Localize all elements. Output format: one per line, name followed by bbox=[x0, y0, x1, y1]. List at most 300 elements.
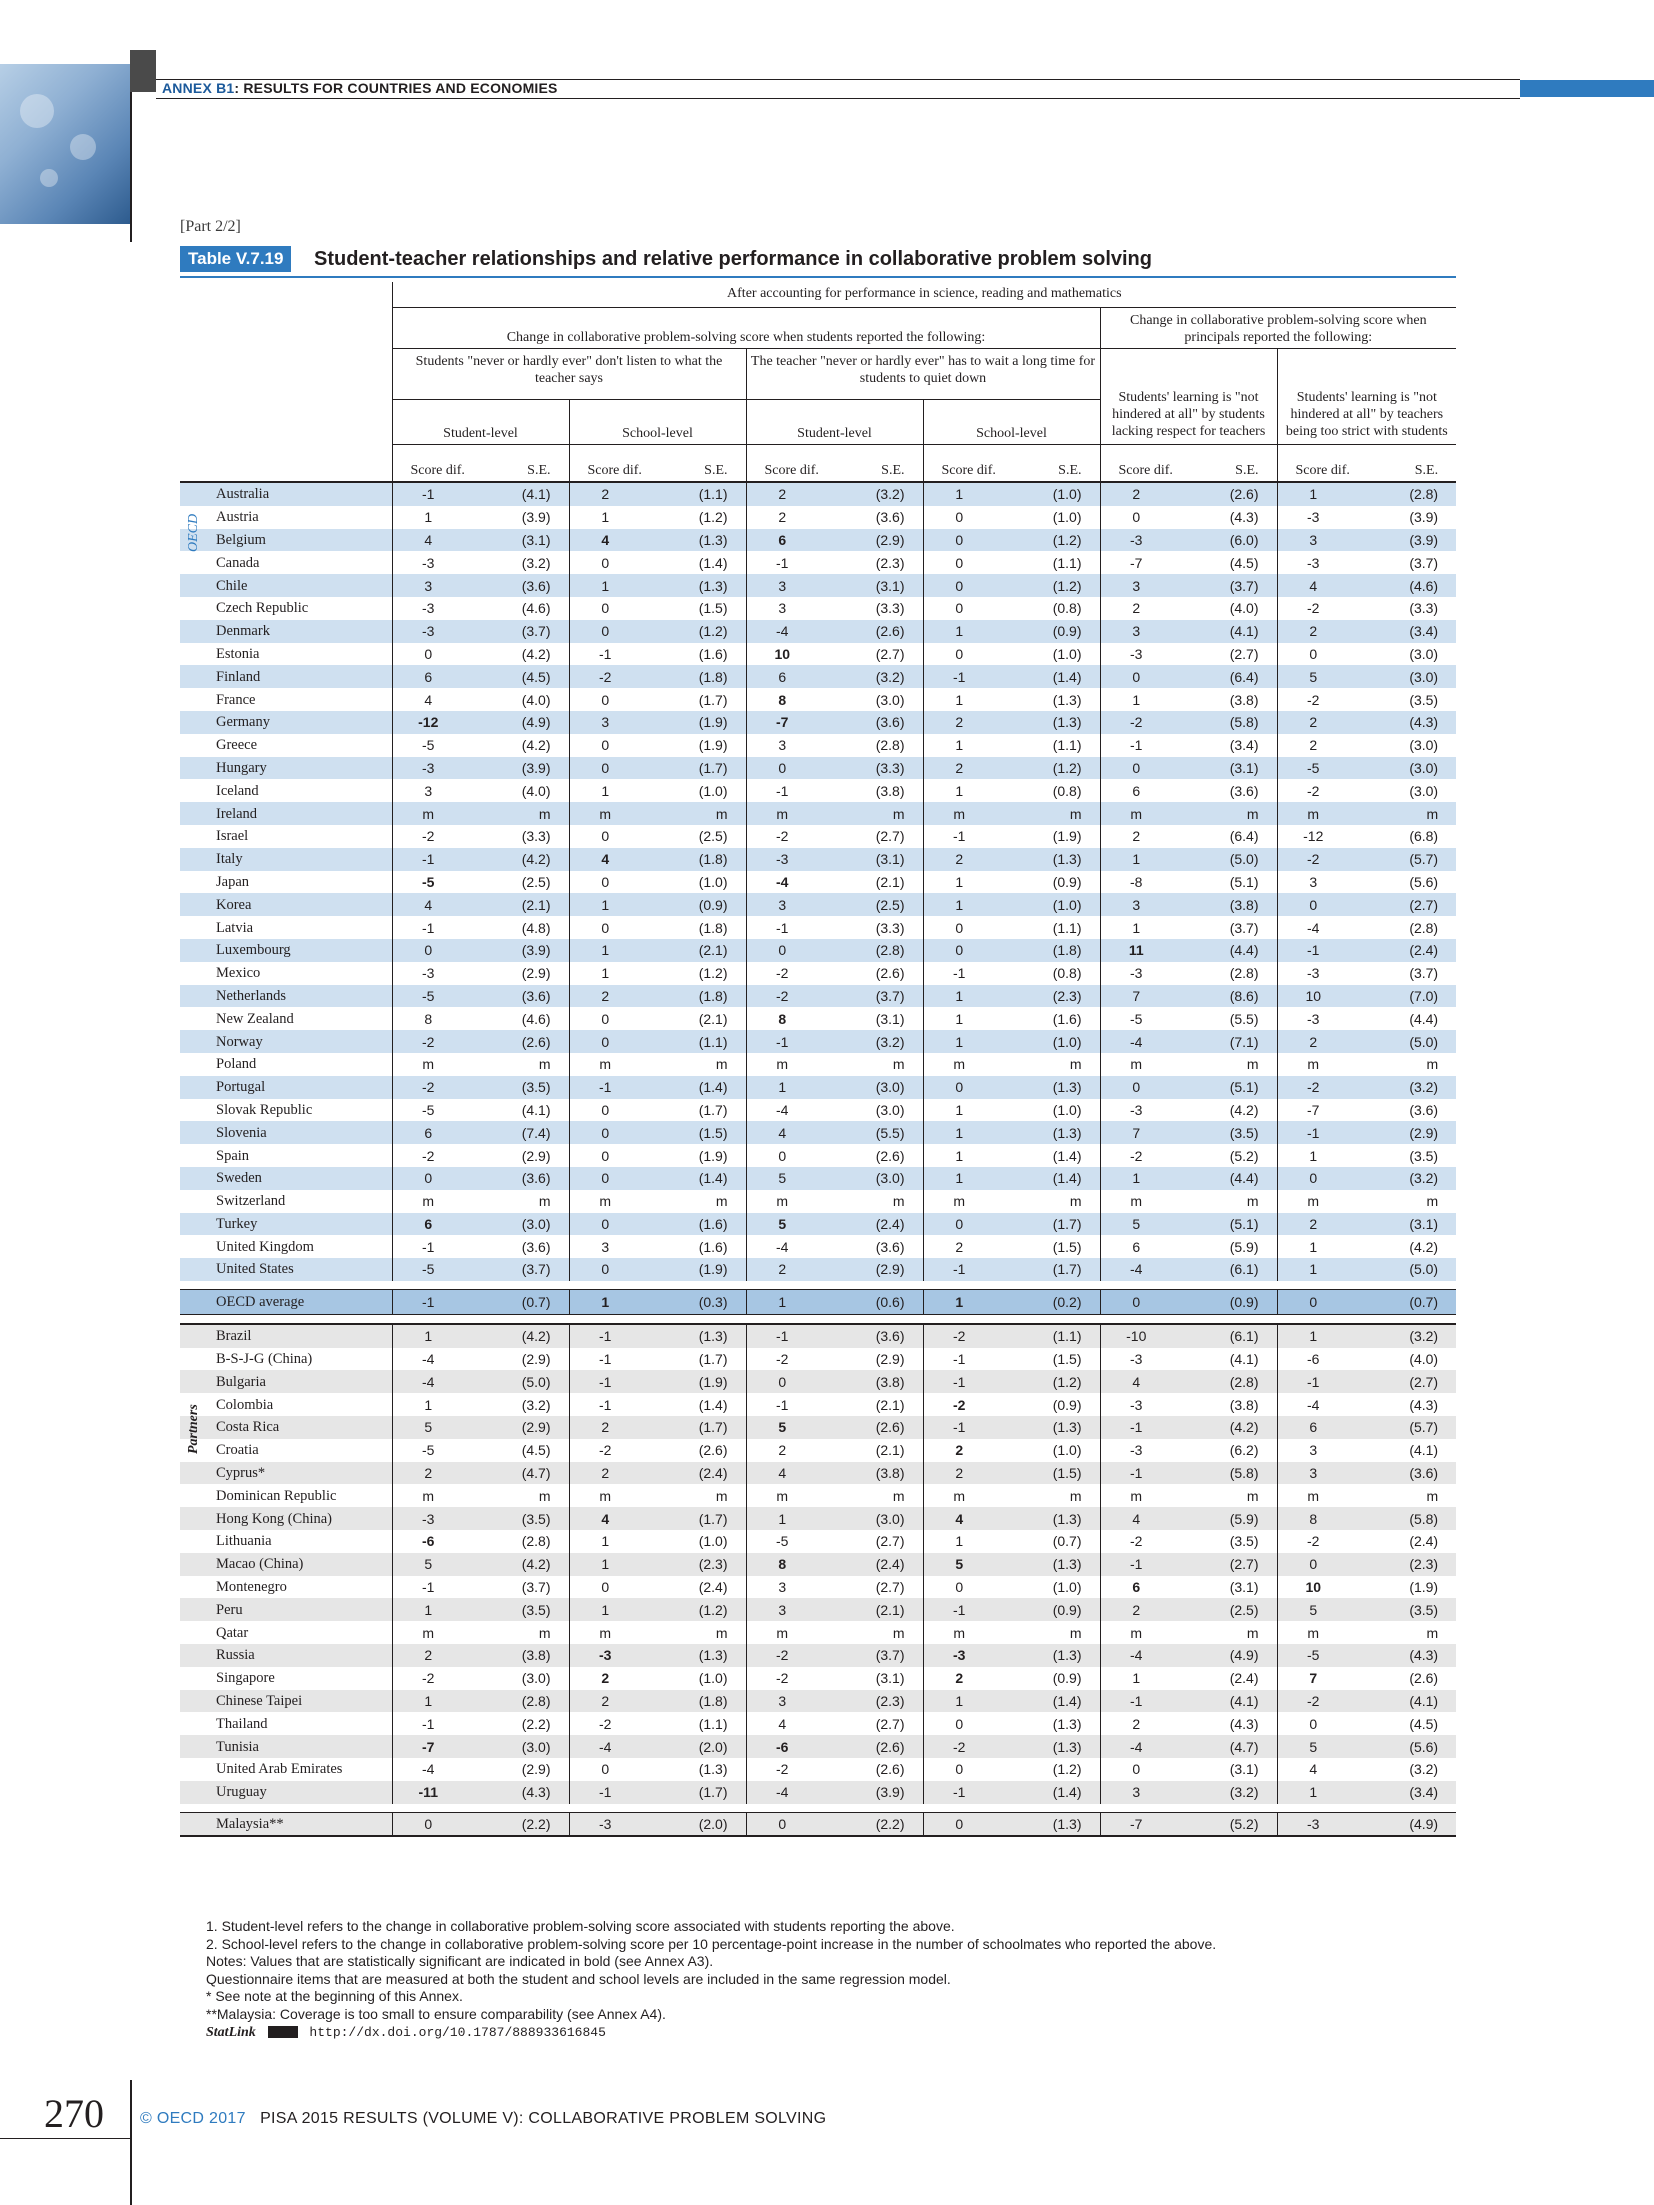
se-cell: (5.2) bbox=[1229, 1147, 1259, 1164]
score-dif-cell: -2 bbox=[1277, 1076, 1365, 1099]
header-student-level-2: Student-level bbox=[746, 400, 923, 445]
score-dif-cell: m bbox=[1277, 802, 1365, 825]
se-cell: (4.0) bbox=[521, 782, 551, 799]
se-cell: (2.3) bbox=[657, 1553, 746, 1576]
se-cell: (5.2) bbox=[1188, 1812, 1277, 1836]
se-cell: (4.4) bbox=[1409, 1010, 1439, 1027]
se-cell: (2.7) bbox=[1229, 645, 1259, 662]
se-cell: (1.3) bbox=[1011, 1553, 1100, 1576]
table-row bbox=[180, 1144, 1456, 1167]
se-cell: (5.5) bbox=[1229, 1010, 1259, 1027]
se-cell: (1.1) bbox=[1052, 919, 1082, 936]
se-cell: (2.9) bbox=[521, 1761, 551, 1778]
score-dif-cell: 1 bbox=[569, 506, 657, 529]
table-row bbox=[180, 1213, 1456, 1236]
country-name: Croatia bbox=[216, 1442, 259, 1459]
score-dif-cell: m bbox=[923, 1621, 1011, 1644]
score-dif-cell: 0 bbox=[569, 620, 657, 643]
score-dif-cell: m bbox=[1100, 1484, 1188, 1507]
score-dif-cell: 2 bbox=[923, 848, 1011, 871]
score-dif-cell: 2 bbox=[1100, 482, 1188, 506]
score-dif-cell: 2 bbox=[569, 1667, 657, 1690]
score-dif-cell: 1 bbox=[1277, 1235, 1365, 1258]
country-name: Macao (China) bbox=[180, 1553, 392, 1576]
group-label-partners: Partners bbox=[186, 1404, 201, 1454]
score-dif-cell: -12 bbox=[1277, 825, 1365, 848]
se-cell: (3.9) bbox=[834, 1781, 923, 1804]
se-cell: (3.8) bbox=[1229, 1396, 1259, 1413]
se-cell: (1.2) bbox=[1011, 574, 1100, 597]
se-cell: (2.4) bbox=[657, 1462, 746, 1485]
se-cell: (5.1) bbox=[1188, 1213, 1277, 1236]
se-cell: (1.7) bbox=[657, 757, 746, 780]
se-cell: (1.2) bbox=[1011, 1370, 1100, 1393]
score-dif-cell: -2 bbox=[569, 665, 657, 688]
score-dif-cell: -3 bbox=[1277, 962, 1365, 985]
se-cell: (4.1) bbox=[1188, 620, 1277, 643]
table-row bbox=[180, 1758, 1456, 1781]
score-dif-cell: 0 bbox=[1277, 643, 1365, 666]
score-dif-cell: 2 bbox=[923, 1439, 1011, 1462]
score-dif-cell: 1 bbox=[923, 779, 1011, 802]
se-cell: (1.0) bbox=[1011, 482, 1100, 506]
country-name: B-S-J-G (China) bbox=[216, 1351, 313, 1368]
se-cell: (3.0) bbox=[1409, 782, 1439, 799]
se-cell: (3.5) bbox=[1365, 1598, 1456, 1621]
score-dif-cell: -7 bbox=[1277, 1099, 1365, 1122]
score-dif-cell: -3 bbox=[923, 1644, 1011, 1667]
score-dif-cell: -2 bbox=[569, 1712, 657, 1735]
se-cell: (2.8) bbox=[1365, 482, 1456, 506]
se-cell: (2.7) bbox=[875, 1533, 905, 1550]
score-dif-cell: 1 bbox=[923, 985, 1011, 1008]
score-dif-cell: 0 bbox=[392, 1812, 480, 1836]
se-cell: (3.8) bbox=[875, 782, 905, 799]
table-row bbox=[180, 1644, 1456, 1667]
score-dif-cell: -3 bbox=[746, 848, 834, 871]
se-cell: (3.5) bbox=[480, 1507, 569, 1530]
country-name: Iceland bbox=[216, 782, 259, 799]
score-dif-cell: 5 bbox=[392, 1416, 480, 1439]
se-cell: (1.4) bbox=[698, 554, 728, 571]
se-cell: (3.3) bbox=[875, 600, 905, 617]
se-cell: (1.0) bbox=[1052, 645, 1082, 662]
score-dif-cell: -1 bbox=[923, 825, 1011, 848]
score-dif-cell: 0 bbox=[569, 757, 657, 780]
score-dif-cell: m bbox=[1100, 1053, 1188, 1076]
se-cell: (1.0) bbox=[1052, 1101, 1082, 1118]
header-student-level-1: Student-level bbox=[392, 400, 569, 445]
se-cell: (2.1) bbox=[698, 1010, 728, 1027]
country-name: Slovak Republic bbox=[216, 1101, 313, 1118]
score-dif-cell: -2 bbox=[1277, 597, 1365, 620]
score-dif-cell: 4 bbox=[392, 893, 480, 916]
score-dif-cell: -4 bbox=[746, 1235, 834, 1258]
score-dif-cell: -1 bbox=[923, 962, 1011, 985]
se-cell: (3.2) bbox=[834, 1030, 923, 1053]
se-cell: (3.0) bbox=[1409, 737, 1439, 754]
score-dif-cell: 2 bbox=[569, 1690, 657, 1713]
country-name: Austria bbox=[216, 509, 259, 526]
score-dif-cell: 8 bbox=[746, 1553, 834, 1576]
se-cell: (3.4) bbox=[1365, 620, 1456, 643]
se-cell: (4.9) bbox=[1365, 1812, 1456, 1836]
score-dif-cell: -3 bbox=[392, 1507, 480, 1530]
table-row bbox=[180, 1324, 1456, 1348]
se-cell: (8.6) bbox=[1188, 985, 1277, 1008]
score-dif-cell: -6 bbox=[746, 1735, 834, 1758]
se-cell: (6.1) bbox=[1188, 1258, 1277, 1281]
score-dif-cell: 1 bbox=[923, 1099, 1011, 1122]
score-dif-cell: 4 bbox=[392, 529, 480, 552]
score-dif-cell: 3 bbox=[1100, 1781, 1188, 1804]
score-dif-cell: -1 bbox=[923, 1258, 1011, 1281]
score-dif-cell: 1 bbox=[392, 1690, 480, 1713]
se-cell: (2.9) bbox=[834, 1258, 923, 1281]
se-cell: (2.5) bbox=[1188, 1598, 1277, 1621]
se-cell: (2.9) bbox=[875, 1351, 905, 1368]
score-dif-cell: 5 bbox=[746, 1416, 834, 1439]
score-dif-cell: -1 bbox=[392, 848, 480, 871]
se-cell: (1.8) bbox=[698, 919, 728, 936]
country-name: France bbox=[216, 691, 256, 708]
score-dif-cell: -4 bbox=[1277, 1393, 1365, 1416]
country-name: Poland bbox=[216, 1056, 257, 1073]
se-cell: (3.2) bbox=[1409, 1761, 1439, 1778]
country-name: Turkey bbox=[180, 1213, 392, 1236]
country-name: Russia bbox=[180, 1644, 392, 1667]
header-se: S.E. bbox=[834, 445, 923, 483]
score-dif-cell: -3 bbox=[569, 1644, 657, 1667]
se-cell: (4.1) bbox=[1365, 1690, 1456, 1713]
score-dif-cell: -3 bbox=[1100, 643, 1188, 666]
score-dif-cell: -1 bbox=[1100, 1416, 1188, 1439]
score-dif-cell: -3 bbox=[1277, 1812, 1365, 1836]
score-dif-cell: 1 bbox=[392, 1393, 480, 1416]
header-school-level-1: School-level bbox=[569, 400, 746, 445]
score-dif-cell: m bbox=[1277, 1190, 1365, 1213]
score-dif-cell: m bbox=[746, 1053, 834, 1076]
table-row bbox=[180, 1030, 1456, 1053]
se-cell: (3.9) bbox=[1409, 509, 1439, 526]
score-dif-cell: 4 bbox=[569, 529, 657, 552]
table-row bbox=[180, 1690, 1456, 1713]
score-dif-cell: 4 bbox=[569, 848, 657, 871]
country-name: Singapore bbox=[216, 1670, 275, 1687]
score-dif-cell: 1 bbox=[923, 1121, 1011, 1144]
score-dif-cell: 2 bbox=[1277, 711, 1365, 734]
se-cell: (4.3) bbox=[1409, 1396, 1439, 1413]
table-row bbox=[180, 1121, 1456, 1144]
score-dif-cell: -1 bbox=[923, 1416, 1011, 1439]
se-cell: (5.1) bbox=[1188, 1076, 1277, 1099]
se-cell: (1.2) bbox=[657, 1598, 746, 1621]
se-cell: (2.7) bbox=[875, 1715, 905, 1732]
country-name: Korea bbox=[180, 893, 392, 916]
score-dif-cell: 0 bbox=[923, 506, 1011, 529]
table-row bbox=[180, 871, 1456, 894]
se-cell: (6.0) bbox=[1188, 529, 1277, 552]
score-dif-cell: 6 bbox=[746, 529, 834, 552]
score-dif-cell: 0 bbox=[569, 1007, 657, 1030]
score-dif-cell: -8 bbox=[1100, 871, 1188, 894]
se-cell: (6.4) bbox=[1229, 828, 1259, 845]
se-cell: (1.2) bbox=[1011, 529, 1100, 552]
score-dif-cell: m bbox=[746, 802, 834, 825]
score-dif-cell: 3 bbox=[1277, 1439, 1365, 1462]
score-dif-cell: 6 bbox=[1100, 1576, 1188, 1599]
se-cell: m bbox=[715, 1056, 728, 1073]
score-dif-cell: 1 bbox=[1100, 688, 1188, 711]
table-row bbox=[180, 506, 1456, 529]
score-dif-cell: 2 bbox=[569, 1462, 657, 1485]
se-cell: (2.7) bbox=[875, 828, 905, 845]
se-cell: (4.2) bbox=[480, 848, 569, 871]
score-dif-cell: -1 bbox=[569, 1348, 657, 1371]
header-score-dif: Score dif. bbox=[746, 445, 834, 483]
se-cell: (3.3) bbox=[521, 828, 551, 845]
score-dif-cell: 3 bbox=[1100, 574, 1188, 597]
se-cell: (1.4) bbox=[1011, 1167, 1100, 1190]
country-name: Australia bbox=[180, 482, 392, 506]
score-dif-cell: -2 bbox=[746, 1758, 834, 1781]
score-dif-cell: -2 bbox=[1277, 688, 1365, 711]
country-name: Estonia bbox=[216, 645, 260, 662]
score-dif-cell: 0 bbox=[923, 1213, 1011, 1236]
se-cell: (3.2) bbox=[1365, 1076, 1456, 1099]
score-dif-cell: 0 bbox=[569, 1576, 657, 1599]
header-score-dif: Score dif. bbox=[1100, 445, 1188, 483]
se-cell: (0.7) bbox=[1365, 1289, 1456, 1314]
se-cell: (2.6) bbox=[1409, 1670, 1439, 1687]
se-cell: (4.8) bbox=[521, 919, 551, 936]
score-dif-cell: -1 bbox=[569, 1781, 657, 1804]
se-cell: (1.0) bbox=[698, 1533, 728, 1550]
se-cell: (2.6) bbox=[875, 965, 905, 982]
se-cell: (2.8) bbox=[1229, 965, 1259, 982]
score-dif-cell: 1 bbox=[569, 893, 657, 916]
country-name: Germany bbox=[180, 711, 392, 734]
se-cell: (5.0) bbox=[1188, 848, 1277, 871]
score-dif-cell: 1 bbox=[746, 1076, 834, 1099]
se-cell: (3.5) bbox=[480, 1598, 569, 1621]
se-cell: m bbox=[1426, 1624, 1439, 1641]
header-se: S.E. bbox=[1188, 445, 1277, 483]
table-row bbox=[180, 985, 1456, 1008]
score-dif-cell: 1 bbox=[1277, 482, 1365, 506]
se-cell: (2.6) bbox=[480, 1030, 569, 1053]
se-cell: (1.4) bbox=[1011, 1781, 1100, 1804]
score-dif-cell: -4 bbox=[1100, 1258, 1188, 1281]
score-dif-cell: 4 bbox=[746, 1462, 834, 1485]
se-cell: (3.2) bbox=[1188, 1781, 1277, 1804]
se-cell: (4.5) bbox=[521, 1442, 551, 1459]
score-dif-cell: 1 bbox=[923, 620, 1011, 643]
country-name: Sweden bbox=[180, 1167, 392, 1190]
se-cell: (6.4) bbox=[1188, 665, 1277, 688]
score-dif-cell: m bbox=[746, 1621, 834, 1644]
statlink-url[interactable]: http://dx.doi.org/10.1787/888933616845 bbox=[309, 2024, 606, 2040]
se-cell: (3.7) bbox=[480, 1258, 569, 1281]
se-cell: (2.4) bbox=[1409, 1533, 1439, 1550]
score-dif-cell: 0 bbox=[569, 1167, 657, 1190]
score-dif-cell: 1 bbox=[923, 1144, 1011, 1167]
score-dif-cell: 0 bbox=[746, 1144, 834, 1167]
table-row bbox=[180, 482, 1456, 506]
se-cell: m bbox=[657, 802, 746, 825]
score-dif-cell: -1 bbox=[923, 1781, 1011, 1804]
country-name: Hong Kong (China) bbox=[180, 1507, 392, 1530]
country-name: United Kingdom bbox=[216, 1238, 314, 1255]
score-dif-cell: 0 bbox=[569, 1030, 657, 1053]
annex-label: ANNEX B1: RESULTS FOR COUNTRIES AND ECONOMIES bbox=[162, 80, 558, 96]
score-dif-cell: 5 bbox=[1277, 1735, 1365, 1758]
score-dif-cell: -5 bbox=[392, 1258, 480, 1281]
country-name: Israel bbox=[216, 828, 249, 845]
score-dif-cell: 0 bbox=[923, 1712, 1011, 1735]
score-dif-cell: 1 bbox=[569, 1553, 657, 1576]
se-cell: m bbox=[1069, 1193, 1082, 1210]
score-dif-cell: 0 bbox=[923, 916, 1011, 939]
score-dif-cell: 2 bbox=[1277, 1030, 1365, 1053]
score-dif-cell: 2 bbox=[923, 711, 1011, 734]
se-cell: (3.0) bbox=[1365, 665, 1456, 688]
footer-publication: PISA 2015 RESULTS (VOLUME V): COLLABORATIVE PROBLEM SOLVING bbox=[260, 2110, 827, 2127]
score-dif-cell: -2 bbox=[1100, 711, 1188, 734]
se-cell: (2.7) bbox=[1188, 1553, 1277, 1576]
se-cell: m bbox=[538, 1487, 551, 1504]
score-dif-cell: 8 bbox=[746, 688, 834, 711]
score-dif-cell: -1 bbox=[1100, 1690, 1188, 1713]
se-cell: (2.4) bbox=[1229, 1670, 1259, 1687]
score-dif-cell: 6 bbox=[392, 1213, 480, 1236]
se-cell: (6.2) bbox=[1229, 1442, 1259, 1459]
se-cell: (3.9) bbox=[480, 757, 569, 780]
score-dif-cell: -1 bbox=[392, 482, 480, 506]
table-number-badge: Table V.7.19 bbox=[180, 246, 291, 272]
score-dif-cell: 0 bbox=[1100, 665, 1188, 688]
header-school-level-2: School-level bbox=[923, 400, 1100, 445]
score-dif-cell: 11 bbox=[1100, 939, 1188, 962]
score-dif-cell: -1 bbox=[746, 779, 834, 802]
country-name: Colombia bbox=[216, 1396, 274, 1413]
table-row bbox=[180, 1462, 1456, 1485]
score-dif-cell: 6 bbox=[392, 1121, 480, 1144]
score-dif-cell: 3 bbox=[1277, 1462, 1365, 1485]
se-cell: (1.9) bbox=[1409, 1579, 1439, 1596]
table-row bbox=[180, 1348, 1456, 1371]
score-dif-cell: m bbox=[1277, 1053, 1365, 1076]
header-item4: Students' learning is "not hindered at all" by teachers being too strict with students bbox=[1277, 349, 1456, 445]
table-row bbox=[180, 939, 1456, 962]
country-name: Montenegro bbox=[216, 1579, 287, 1596]
se-cell: (4.3) bbox=[480, 1781, 569, 1804]
score-dif-cell: 3 bbox=[569, 711, 657, 734]
se-cell: (2.1) bbox=[875, 1442, 905, 1459]
se-cell: (4.1) bbox=[521, 1101, 551, 1118]
score-dif-cell: -4 bbox=[746, 871, 834, 894]
se-cell: (4.0) bbox=[1229, 600, 1259, 617]
se-cell: m bbox=[1011, 802, 1100, 825]
se-cell: (2.6) bbox=[834, 1735, 923, 1758]
score-dif-cell: 0 bbox=[392, 643, 480, 666]
country-name: United States bbox=[180, 1258, 392, 1281]
se-cell: (2.7) bbox=[875, 1579, 905, 1596]
score-dif-cell: -1 bbox=[569, 643, 657, 666]
score-dif-cell: m bbox=[569, 1484, 657, 1507]
se-cell: (3.1) bbox=[1188, 757, 1277, 780]
score-dif-cell: 0 bbox=[1277, 1289, 1365, 1314]
se-cell: m bbox=[1069, 1487, 1082, 1504]
score-dif-cell: 7 bbox=[1100, 1121, 1188, 1144]
se-cell: (4.0) bbox=[521, 691, 551, 708]
se-cell: (5.0) bbox=[480, 1370, 569, 1393]
se-cell: (1.1) bbox=[657, 1030, 746, 1053]
score-dif-cell: -12 bbox=[392, 711, 480, 734]
se-cell: (1.0) bbox=[1052, 1442, 1082, 1459]
score-dif-cell: 1 bbox=[392, 506, 480, 529]
country-name: Ireland bbox=[180, 802, 392, 825]
score-dif-cell: m bbox=[1100, 1190, 1188, 1213]
score-dif-cell: 0 bbox=[569, 1099, 657, 1122]
se-cell: (4.2) bbox=[1229, 1101, 1259, 1118]
table-row bbox=[180, 734, 1456, 757]
score-dif-cell: 6 bbox=[1100, 779, 1188, 802]
se-cell: (2.3) bbox=[1011, 985, 1100, 1008]
footer-horizontal-rule bbox=[0, 2138, 130, 2139]
se-cell: (0.7) bbox=[1052, 1533, 1082, 1550]
score-dif-cell: 3 bbox=[746, 597, 834, 620]
se-cell: (4.6) bbox=[1365, 574, 1456, 597]
se-cell: (3.0) bbox=[1365, 757, 1456, 780]
score-dif-cell: 2 bbox=[1100, 1712, 1188, 1735]
score-dif-cell: -2 bbox=[392, 1144, 480, 1167]
se-cell: (7.1) bbox=[1188, 1030, 1277, 1053]
score-dif-cell: 6 bbox=[392, 665, 480, 688]
part-label: [Part 2/2] bbox=[180, 218, 241, 235]
header-score-dif: Score dif. bbox=[392, 445, 480, 483]
score-dif-cell: 0 bbox=[923, 1812, 1011, 1836]
se-cell: (2.3) bbox=[1365, 1553, 1456, 1576]
table-row bbox=[180, 1812, 1456, 1836]
score-dif-cell: 1 bbox=[1277, 1324, 1365, 1348]
score-dif-cell: 1 bbox=[1100, 1167, 1188, 1190]
table-row bbox=[180, 1667, 1456, 1690]
score-dif-cell: -1 bbox=[569, 1370, 657, 1393]
score-dif-cell: -1 bbox=[569, 1324, 657, 1348]
score-dif-cell: 8 bbox=[1277, 1507, 1365, 1530]
se-cell: (1.0) bbox=[1011, 893, 1100, 916]
se-cell: (4.5) bbox=[480, 665, 569, 688]
se-cell: (4.9) bbox=[480, 711, 569, 734]
score-dif-cell: -2 bbox=[392, 1667, 480, 1690]
score-dif-cell: -3 bbox=[569, 1812, 657, 1836]
se-cell: (1.3) bbox=[657, 1324, 746, 1348]
score-dif-cell: 2 bbox=[569, 1416, 657, 1439]
score-dif-cell: -1 bbox=[569, 1393, 657, 1416]
se-cell: (1.5) bbox=[698, 600, 728, 617]
se-cell: (1.1) bbox=[1052, 554, 1082, 571]
score-dif-cell: 2 bbox=[1277, 1213, 1365, 1236]
se-cell: (1.2) bbox=[698, 965, 728, 982]
country-name: Peru bbox=[180, 1598, 392, 1621]
se-cell: (3.0) bbox=[834, 1167, 923, 1190]
table-row bbox=[180, 1190, 1456, 1213]
score-dif-cell: 1 bbox=[923, 893, 1011, 916]
se-cell: (5.0) bbox=[1365, 1030, 1456, 1053]
score-dif-cell: -1 bbox=[392, 1235, 480, 1258]
se-cell: (3.5) bbox=[1188, 1121, 1277, 1144]
